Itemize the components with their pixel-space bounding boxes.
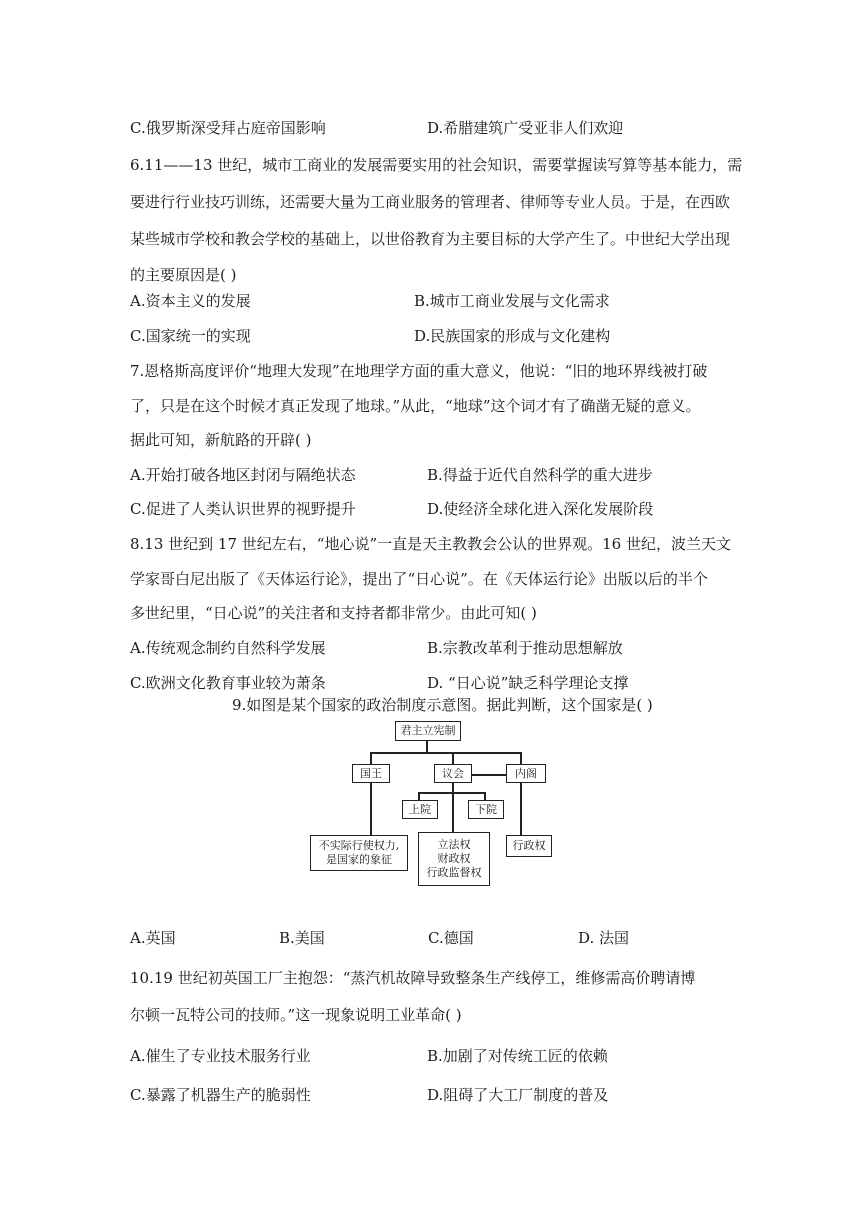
q10-option-c: C.暴露了机器生产的脆弱性 <box>130 1086 311 1104</box>
q10-option-d: D.阻碍了大工厂制度的普及 <box>427 1086 609 1104</box>
q7-option-a: A.开始打破各地区封闭与隔绝状态 <box>130 466 356 484</box>
q9-option-a: A.英国 <box>130 929 176 947</box>
king-box: 国王 <box>352 764 390 783</box>
q6-stem-line-1: 6.11——13 世纪，城市工商业的发展需要实用的社会知识，需要掌握读写算等基本能力，需 <box>130 156 743 174</box>
q8-stem-line-1: 8.13 世纪到 17 世纪左右，“地心说”一直是天主教教会公认的世界观。16 世纪，波兰天文 <box>130 535 731 553</box>
king-role-line-1: 不实际行使权力, <box>318 839 400 852</box>
financial-power: 财政权 <box>437 852 471 865</box>
upper-house-box: 上院 <box>402 800 438 819</box>
q9-option-b: B.美国 <box>279 929 325 947</box>
q5-option-d: D.希腊建筑广受亚非人们欢迎 <box>427 119 624 137</box>
q8-option-b: B.宗教改革利于推动思想解放 <box>427 639 623 657</box>
q7-option-b: B.得益于近代自然科学的重大进步 <box>427 466 653 484</box>
q5-option-c: C.俄罗斯深受拜占庭帝国影响 <box>130 119 326 137</box>
cabinet-box: 内阁 <box>506 764 546 783</box>
q8-option-a: A.传统观念制约自然科学发展 <box>130 639 326 657</box>
q9-option-c: C.德国 <box>428 929 474 947</box>
q10-stem-line-2: 尔顿一瓦特公司的技师。”这一现象说明工业革命( ) <box>130 1006 462 1024</box>
q10-option-b: B.加剧了对传统工匠的依赖 <box>427 1047 608 1065</box>
q10-option-a: A.催生了专业技术服务行业 <box>130 1047 311 1065</box>
q6-stem-line-4: 的主要原因是( ) <box>130 266 237 284</box>
q8-option-c: C.欧洲文化教育事业较为萧条 <box>130 674 326 692</box>
q8-stem-line-2: 学家哥白尼出版了《天体运行论》，提出了“日心说”。在《天体运行论》出版以后的半个 <box>130 570 708 588</box>
q7-option-c: C.促进了人类认识世界的视野提升 <box>130 500 356 518</box>
q6-stem-line-2: 要进行行业技巧训练，还需要大量为工商业服务的管理者、律师等专业人员。于是，在西欧 <box>130 193 731 211</box>
parliament-box: 议会 <box>434 764 472 783</box>
king-role-box <box>310 835 408 871</box>
legislative-power: 立法权 <box>437 838 471 851</box>
q6-option-b: B.城市工商业发展与文化需求 <box>414 292 610 310</box>
q9-option-d: D. 法国 <box>578 929 630 947</box>
q7-stem-line-2: 了，只是在这个时候才真正发现了地球。”从此，“地球”这个词才有了确凿无疑的意义。 <box>130 397 701 415</box>
q7-stem-line-1: 7.恩格斯高度评价“地理大发现”在地理学方面的重大意义，他说：“旧的地环界线被打破 <box>130 362 708 380</box>
q7-stem-line-3: 据此可知，新航路的开辟( ) <box>130 431 312 449</box>
q8-option-d: D. “日心说”缺乏科学理论支撑 <box>427 674 629 692</box>
q10-stem-line-1: 10.19 世纪初英国工厂主抱怨：“蒸汽机故障导致整条生产线停工，维修需高价聘请博 <box>130 969 696 987</box>
q7-option-d: D.使经济全球化进入深化发展阶段 <box>427 500 654 518</box>
parliament-powers-box <box>418 832 490 886</box>
political-system-diagram <box>300 717 560 897</box>
q6-option-c: C.国家统一的实现 <box>130 327 251 345</box>
q6-stem-line-3: 某些城市学校和教会学校的基础上，以世俗教育为主要目标的大学产生了。中世纪大学出现 <box>130 230 731 248</box>
q8-stem-line-3: 多世纪里，“日心说”的关注者和支持者都非常少。由此可知( ) <box>130 604 537 622</box>
q6-option-a: A.资本主义的发展 <box>130 292 251 310</box>
executive-power-box: 行政权 <box>506 835 552 857</box>
king-role-line-2: 是国家的象征 <box>326 853 392 866</box>
q6-option-d: D.民族国家的形成与文化建构 <box>414 327 611 345</box>
constitutional-monarchy-box: 君主立宪制 <box>395 721 461 741</box>
q9-stem: 9.如图是某个国家的政治制度示意图。据此判断，这个国家是( ) <box>232 696 653 714</box>
administrative-supervision-power: 行政监督权 <box>426 866 482 879</box>
lower-house-box: 下院 <box>468 800 504 819</box>
